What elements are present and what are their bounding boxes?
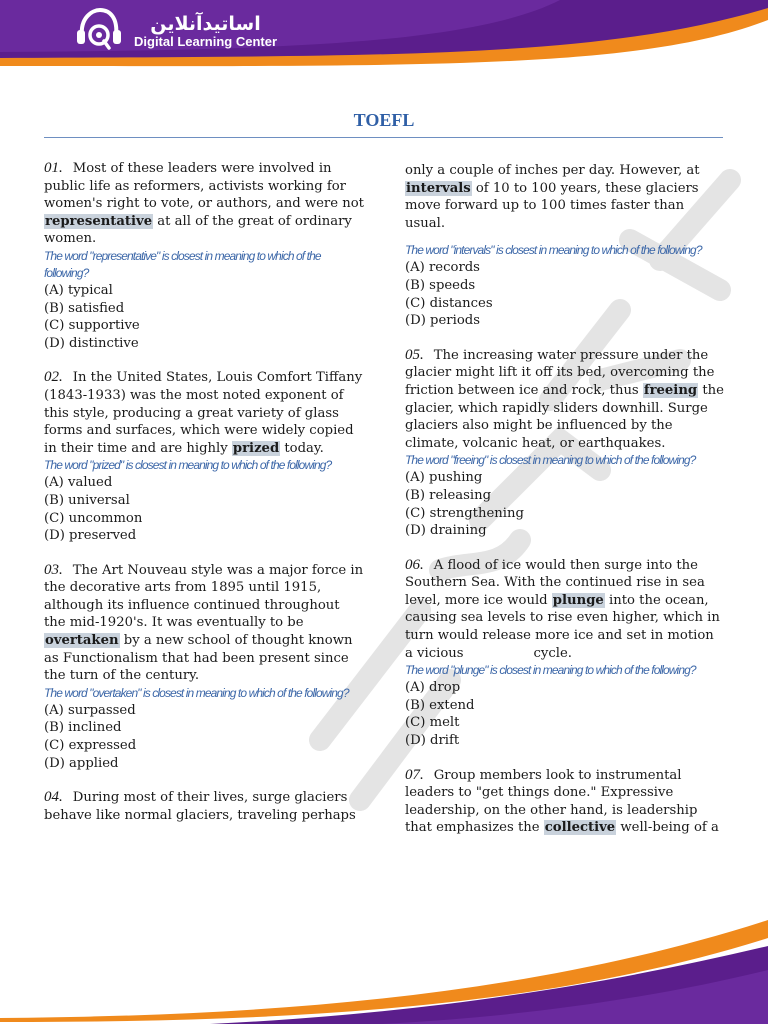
answer-option: (A) valued bbox=[44, 475, 113, 491]
passage: 05. The increasing water pressure under the glacier might lift it off its bed, overcoming the friction between ice and rock, thus freeing the glacier, which rapidly sliders downhill. Surge glaciers also might be influenced by the climate, volcanic heat, or earthquakes. bbox=[405, 346, 724, 451]
question-number: 07. bbox=[405, 766, 424, 783]
highlighted-word: intervals bbox=[406, 180, 471, 196]
answer-option: (B) satisfied bbox=[44, 300, 125, 316]
answer-option: (B) universal bbox=[44, 492, 130, 508]
passage-part-1: During most of their lives, surge glaciers behave like normal glaciers, traveling perhaps bbox=[44, 790, 356, 823]
passage: 01. Most of these leaders were involved in public life as reformers, activists working for women's right to vote, or authors, and were not representative at all of the great of ordinary women. bbox=[44, 160, 364, 247]
passage: only a couple of inches per day. However, at intervals of 10 to 100 years, these glaciers move forward up to 100 times faster than usual. bbox=[405, 163, 700, 231]
highlighted-word: collective bbox=[544, 820, 616, 836]
answer-option: (A) drop bbox=[405, 680, 461, 696]
question-prompt: The word "overtaken" is closest in meaning to which of the following? bbox=[44, 685, 349, 700]
answer-option: (B) inclined bbox=[44, 720, 122, 736]
question-prompt: The word "freeing" is closest in meaning to which of the following? bbox=[405, 453, 696, 468]
question-number: 03. bbox=[44, 561, 63, 578]
question-prompt: The word "intervals" is closest in meaning to which of the following? bbox=[405, 243, 702, 258]
brand-name-fa: اساتیدآنلاین bbox=[150, 13, 261, 36]
answer-option: (C) melt bbox=[405, 715, 460, 731]
highlighted-word: representative bbox=[45, 213, 153, 229]
answer-option: (D) distinctive bbox=[44, 335, 139, 351]
page-title: TOEFL bbox=[353, 110, 415, 130]
answer-option: (D) periods bbox=[405, 313, 480, 329]
question-number: 01. bbox=[44, 160, 63, 176]
question-05 bbox=[405, 347, 725, 540]
brand-name-en: Digital Learning Center bbox=[134, 34, 278, 50]
question-number: 05. bbox=[405, 346, 424, 363]
passage: 03. The Art Nouveau style was a major force in the decorative arts from 1895 until 1915, although its influence continued throughout the mid-1920's. It was eventually to be overtaken by a new school of thought known as Functionalism that had been present since the turn of the century. bbox=[44, 561, 364, 684]
answer-option: (B) speeds bbox=[405, 277, 476, 293]
question-number: 06. bbox=[405, 556, 424, 573]
title-divider bbox=[44, 137, 723, 138]
question-03 bbox=[44, 562, 364, 773]
highlighted-word: prized bbox=[232, 440, 280, 456]
question-number: 02. bbox=[44, 369, 63, 386]
question-01 bbox=[44, 160, 364, 352]
answer-option: (C) expressed bbox=[44, 738, 137, 754]
highlighted-word: overtaken bbox=[45, 633, 119, 649]
answer-option: (D) preserved bbox=[44, 528, 137, 544]
right-column bbox=[405, 162, 725, 854]
answer-option: (D) draining bbox=[405, 523, 487, 539]
highlighted-word: freeing bbox=[643, 382, 698, 398]
passage: 07. Group members look to instrumental leaders to "get things done." Expressive leadership, on the other hand, is leadership that emphasizes the collective well-being of a bbox=[405, 766, 719, 836]
answer-option: (C) strengthening bbox=[405, 505, 524, 521]
answer-option: (A) surpassed bbox=[44, 702, 136, 718]
answer-option: (C) uncommon bbox=[44, 510, 143, 526]
brand-logo bbox=[70, 6, 277, 58]
footer-waves bbox=[0, 890, 768, 1024]
question-prompt: The word "prized" is closest in meaning to which of the following? bbox=[44, 458, 332, 473]
passage bbox=[44, 789, 364, 824]
answer-option: (A) records bbox=[405, 260, 480, 276]
answer-option: (B) extend bbox=[405, 697, 475, 713]
question-prompt: The word "representative" is closest in meaning to which of the following? bbox=[44, 248, 321, 280]
left-column bbox=[44, 160, 364, 841]
question-06 bbox=[405, 557, 725, 750]
passage-part-2: only a couple of inches per day. However, at bbox=[405, 163, 700, 178]
answer-option: (D) applied bbox=[44, 755, 119, 771]
answer-option: (C) distances bbox=[405, 295, 493, 311]
headset-logo-icon bbox=[70, 6, 128, 58]
answer-option: (D) drift bbox=[405, 733, 460, 749]
highlighted-word: plunge bbox=[552, 592, 604, 608]
answer-option: (A) pushing bbox=[405, 470, 483, 486]
answer-option: (A) typical bbox=[44, 282, 113, 298]
header-banner bbox=[0, 0, 768, 110]
question-number: 04. bbox=[44, 789, 63, 806]
question-04-continued bbox=[405, 162, 725, 330]
answer-option: (C) supportive bbox=[44, 318, 140, 334]
passage: 02. In the United States, Louis Comfort Tiffany (1843-1933) was the most noted exponent of this style, producing a great variety of glass forms and surfaces, which were widely copied in their time and are highly prized today. bbox=[44, 369, 363, 456]
question-prompt: The word "plunge" is closest in meaning to which of the following? bbox=[405, 663, 696, 678]
question-04-start bbox=[44, 789, 364, 824]
question-07 bbox=[405, 767, 725, 837]
passage: 06. A flood of ice would then surge into the Southern Sea. With the continued rise in sea level, more ice would plunge into the ocean, causing sea levels to rise even higher, which in turn would release more ice and set in motion a vicious cycle. bbox=[405, 556, 720, 661]
question-02 bbox=[44, 369, 364, 544]
answer-option: (B) releasing bbox=[405, 487, 492, 503]
